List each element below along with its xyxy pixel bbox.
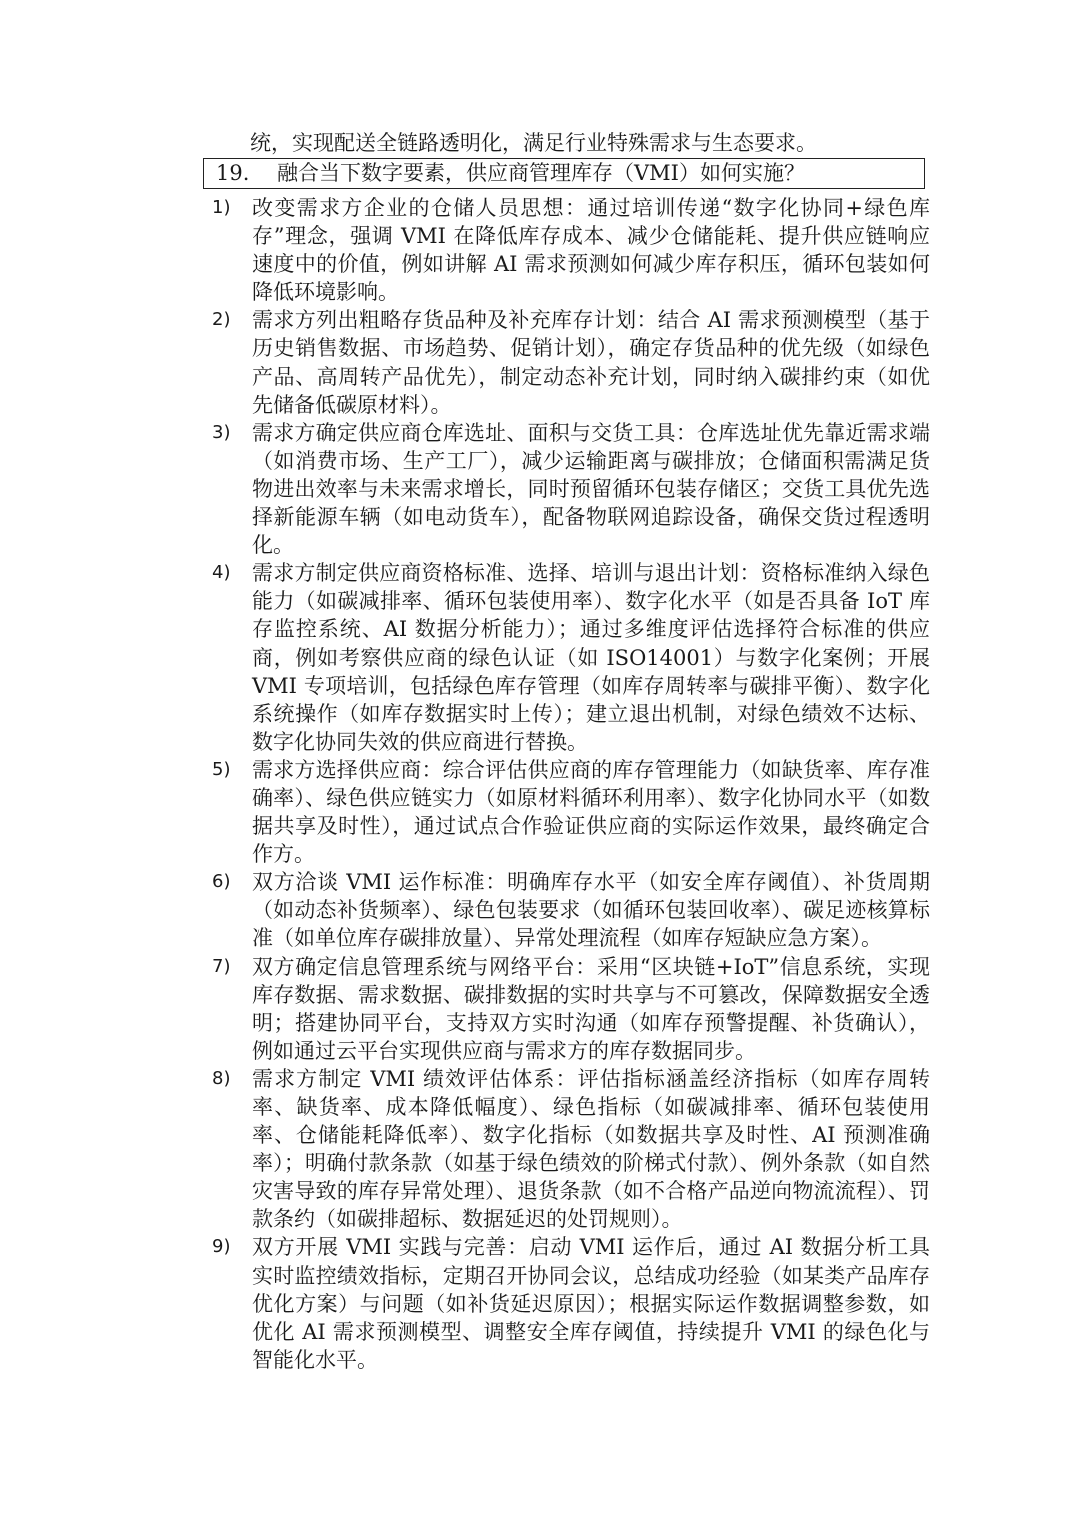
list-item	[210, 306, 930, 418]
list-marker: 3)	[212, 421, 231, 443]
list-item-text: 需求方选择供应商：综合评估供应商的库存管理能力（如缺货率、库存准确率）、绿色供应链实力（如原材料循环利用率）、数字化协同水平（如数据共享及时性），通过试点合作验证供应商的实际运作效果，最终确定合作方。	[252, 757, 930, 867]
list-marker: 2)	[212, 309, 231, 331]
list-item-text: 双方洽谈 VMI 运作标准：明确库存水平（如安全库存阈值）、补货周期（如动态补货频率）、绿色包装要求（如循环包装回收率）、碳足迹核算标准（如单位库存碳排放量）、异常处理流程（如库存短缺应急方案）。	[252, 870, 930, 951]
question-title: 融合当下数字要素，供应商管理库存（VMI）如何实施？	[277, 161, 805, 185]
list-item	[210, 756, 930, 868]
list-item	[210, 953, 930, 1065]
list-item	[210, 1233, 930, 1373]
answer-list	[210, 194, 930, 1374]
list-item-text: 改变需求方企业的仓储人员思想：通过培训传递“数字化协同+绿色库存”理念，强调 VMI 在降低库存成本、减少仓储能耗、提升供应链响应速度中的价值，例如讲解 AI 需求预测如何减少库存积压，循环包装如何降低环境影响。	[252, 196, 930, 305]
list-item-text: 需求方列出粗略存货品种及补充库存计划：结合 AI 需求预测模型（基于历史销售数据、市场趋势、促销计划），确定存货品种的优先级（如绿色产品、高周转产品优先），制定动态补充计划，同时纳入碳排约束（如优先储备低碳原材料）。	[252, 308, 930, 417]
list-marker: 8)	[212, 1067, 231, 1089]
list-item	[210, 1065, 930, 1234]
list-marker: 5)	[212, 758, 231, 780]
list-item-text: 双方确定信息管理系统与网络平台：采用“区块链+IoT”信息系统，实现库存数据、需求数据、碳排数据的实时共享与不可篡改，保障数据安全透明；搭建协同平台，支持双方实时沟通（如库存预警提醒、补货确认），例如通过云平台实现供应商与需求方的库存数据同步。	[252, 954, 930, 1063]
continued-paragraph: 统，实现配送全链路透明化，满足行业特殊需求与生态要求。	[250, 131, 817, 155]
list-item-text: 双方开展 VMI 实践与完善：启动 VMI 运作后，通过 AI 数据分析工具实时监控绩效指标，定期召开协同会议，总结成功经验（如某类产品库存优化方案）与问题（如补货延迟原因）；根据实际运作数据调整参数，如优化 AI 需求预测模型、调整安全库存阈值，持续提升 VMI 的绿色化与智能化水平。	[252, 1235, 930, 1372]
list-item-text: 需求方制定供应商资格标准、选择、培训与退出计划：资格标准纳入绿色能力（如碳减排率、循环包装使用率）、数字化水平（如是否具备 IoT 库存监控系统、AI 数据分析能力）；通过多维度评估选择符合标准的供应商，例如考察供应商的绿色认证（如 ISO14001）与数字化案例；开展 VMI 专项培训，包括绿色库存管理（如库存周转率与碳排平衡）、数字化系统操作（如库存数据实时上传）；建立退出机制，对绿色绩效不达标、数字化协同失效的供应商进行替换。	[252, 561, 930, 754]
list-marker: 9)	[212, 1236, 231, 1258]
question-heading-box	[203, 158, 925, 189]
list-marker: 1)	[212, 197, 231, 218]
list-item	[210, 194, 930, 306]
list-item	[210, 868, 930, 952]
list-item	[210, 559, 930, 756]
list-item	[210, 419, 930, 559]
list-item-text: 需求方制定 VMI 绩效评估体系：评估指标涵盖经济指标（如库存周转率、缺货率、成本降低幅度）、绿色指标（如碳减排率、循环包装使用率、仓储能耗降低率）、数字化指标（如数据共享及时性、AI 预测准确率）；明确付款条款（如基于绿色绩效的阶梯式付款）、例外条款（如自然灾害导致的库存异常处理）、退货条款（如不合格产品逆向物流流程）、罚款条约（如碳排超标、数据延迟的处罚规则）。	[252, 1066, 930, 1232]
question-number: 19.	[216, 161, 250, 185]
list-marker: 4)	[212, 562, 231, 584]
list-item-text: 需求方确定供应商仓库选址、面积与交货工具：仓库选址优先靠近需求端（如消费市场、生产工厂），减少运输距离与碳排放；仓储面积需满足货物进出效率与未来需求增长，同时预留循环包装存储区；交货工具优先选择新能源车辆（如电动货车），配备物联网追踪设备，确保交货过程透明化。	[252, 420, 930, 558]
list-marker: 7)	[212, 955, 231, 977]
list-marker: 6)	[212, 871, 231, 893]
